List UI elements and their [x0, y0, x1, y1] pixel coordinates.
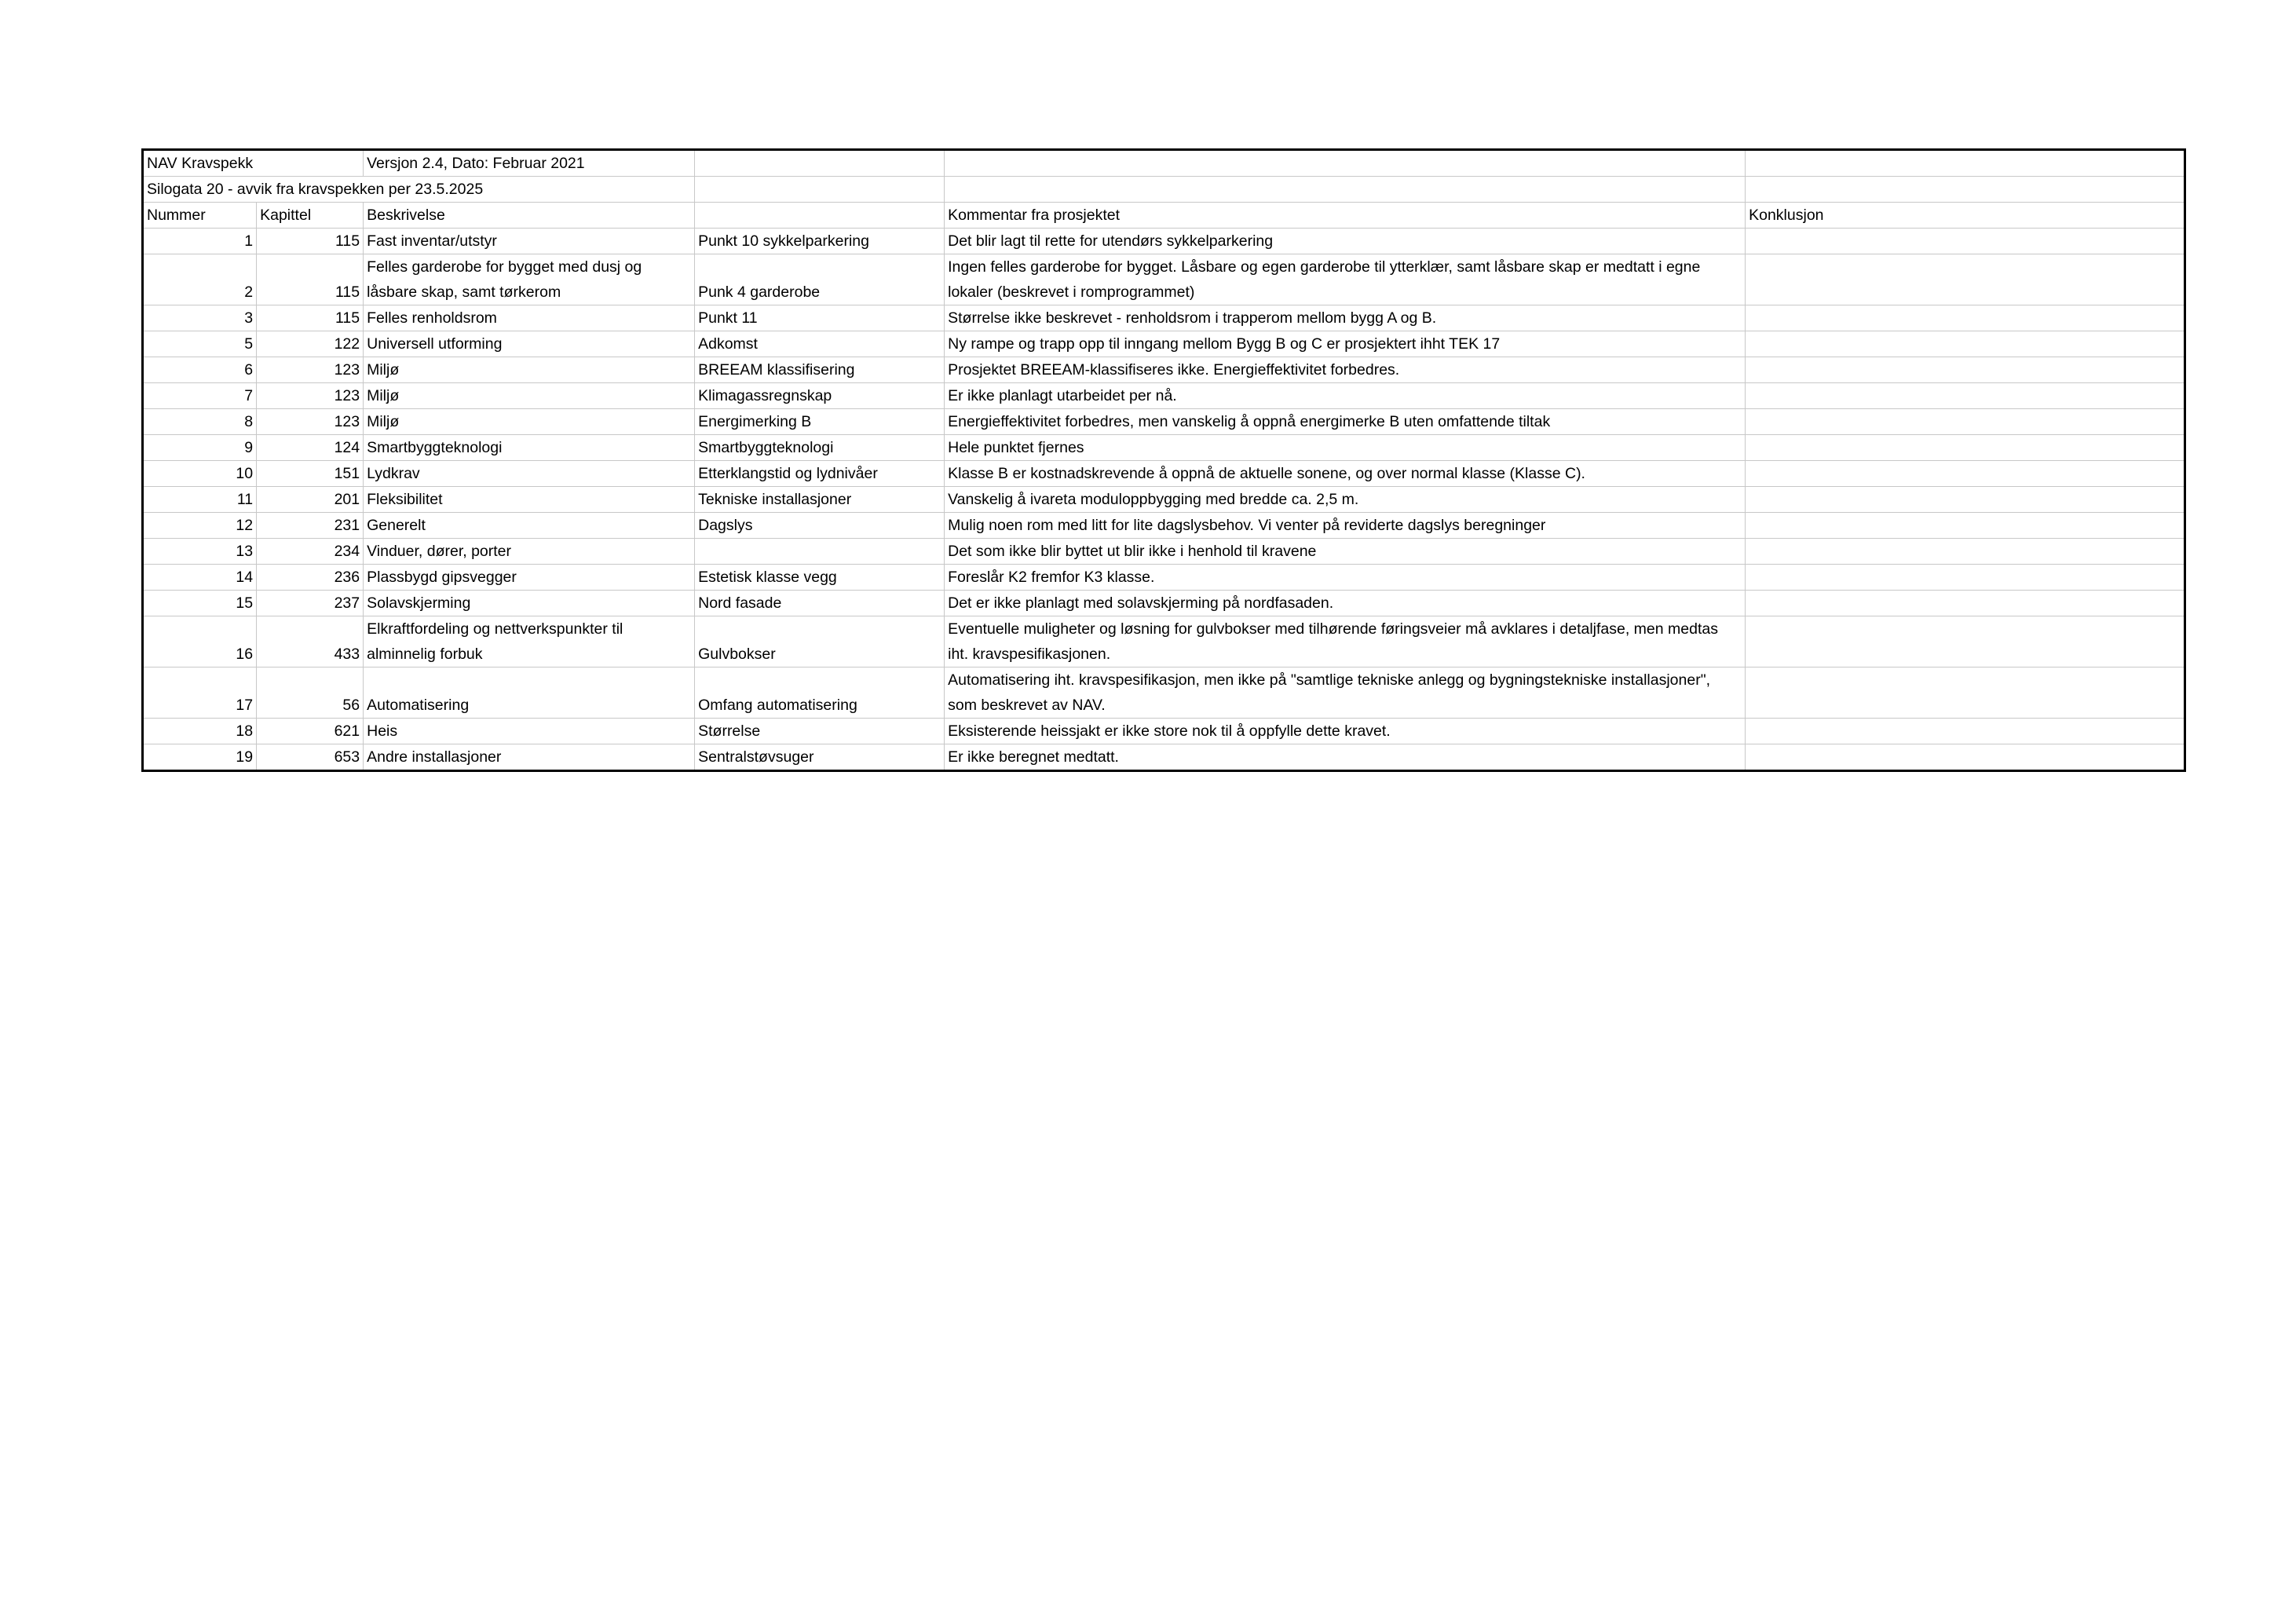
table-row [143, 461, 2185, 487]
cell-kommentar: Vanskelig å ivareta moduloppbygging med bredde ca. 2,5 m. [945, 487, 1746, 513]
cell-punkt [695, 539, 945, 565]
cell-nummer: 14 [143, 565, 257, 591]
cell-kapittel: 122 [257, 331, 364, 357]
column-header-nummer: Nummer [143, 203, 257, 229]
cell-nummer: 1 [143, 229, 257, 254]
cell-kapittel: 123 [257, 409, 364, 435]
cell-konklusjon [1746, 591, 2185, 616]
cell-konklusjon [1746, 435, 2185, 461]
cell-beskrivelse: Felles renholdsrom [364, 305, 695, 331]
cell-beskrivelse: Fleksibilitet [364, 487, 695, 513]
table-row [143, 331, 2185, 357]
table-row [143, 383, 2185, 409]
cell-punkt: Gulvbokser [695, 616, 945, 668]
cell-nummer: 5 [143, 331, 257, 357]
cell-kommentar: Det som ikke blir byttet ut blir ikke i henhold til kravene [945, 539, 1746, 565]
cell-kommentar: Klasse B er kostnadskrevende å oppnå de aktuelle sonene, og over normal klasse (Klasse C). [945, 461, 1746, 487]
table-row [143, 719, 2185, 744]
table-row [143, 565, 2185, 591]
cell-beskrivelse: Universell utforming [364, 331, 695, 357]
cell-beskrivelse: Miljø [364, 409, 695, 435]
cell-nummer: 15 [143, 591, 257, 616]
cell-beskrivelse: Generelt [364, 513, 695, 539]
cell-konklusjon [1746, 539, 2185, 565]
table-row [143, 487, 2185, 513]
cell-kapittel: 123 [257, 357, 364, 383]
cell-kommentar: Hele punktet fjernes [945, 435, 1746, 461]
cell-nummer: 12 [143, 513, 257, 539]
cell-beskrivelse: Felles garderobe for bygget med dusj og låsbare skap, samt tørkerom [364, 254, 695, 305]
cell-nummer: 9 [143, 435, 257, 461]
column-header-kapittel: Kapittel [257, 203, 364, 229]
cell-kapittel: 123 [257, 383, 364, 409]
cell-beskrivelse: Plassbygd gipsvegger [364, 565, 695, 591]
cell-kapittel: 56 [257, 668, 364, 719]
cell-nummer: 2 [143, 254, 257, 305]
column-header-konklusjon: Konklusjon [1746, 203, 2185, 229]
cell-beskrivelse: Andre installasjoner [364, 744, 695, 771]
title-filler [257, 150, 364, 177]
cell-kapittel: 621 [257, 719, 364, 744]
cell-nummer: 7 [143, 383, 257, 409]
cell-kommentar: Er ikke beregnet medtatt. [945, 744, 1746, 771]
empty-cell [1746, 177, 2185, 203]
cell-beskrivelse: Lydkrav [364, 461, 695, 487]
cell-kapittel: 236 [257, 565, 364, 591]
table-row [143, 513, 2185, 539]
cell-nummer: 17 [143, 668, 257, 719]
cell-punkt: Størrelse [695, 719, 945, 744]
cell-punkt: Klimagassregnskap [695, 383, 945, 409]
cell-kommentar: Ny rampe og trapp opp til inngang mellom Bygg B og C er prosjektert ihht TEK 17 [945, 331, 1746, 357]
cell-nummer: 13 [143, 539, 257, 565]
column-header-beskrivelse: Beskrivelse [364, 203, 695, 229]
cell-beskrivelse: Smartbyggteknologi [364, 435, 695, 461]
cell-kapittel: 231 [257, 513, 364, 539]
requirements-table [141, 148, 2186, 772]
cell-konklusjon [1746, 383, 2185, 409]
table-row [143, 357, 2185, 383]
cell-nummer: 6 [143, 357, 257, 383]
cell-kommentar: Prosjektet BREEAM-klassifiseres ikke. Energieffektivitet forbedres. [945, 357, 1746, 383]
cell-konklusjon [1746, 565, 2185, 591]
table-row [143, 229, 2185, 254]
table-row [143, 409, 2185, 435]
cell-kapittel: 653 [257, 744, 364, 771]
cell-konklusjon [1746, 409, 2185, 435]
cell-kommentar: Energieffektivitet forbedres, men vanskelig å oppnå energimerke B uten omfattende tiltak [945, 409, 1746, 435]
cell-konklusjon [1746, 254, 2185, 305]
cell-nummer: 3 [143, 305, 257, 331]
table-row [143, 591, 2185, 616]
cell-kommentar: Foreslår K2 fremfor K3 klasse. [945, 565, 1746, 591]
cell-konklusjon [1746, 357, 2185, 383]
cell-kapittel: 124 [257, 435, 364, 461]
cell-konklusjon [1746, 513, 2185, 539]
cell-kommentar: Er ikke planlagt utarbeidet per nå. [945, 383, 1746, 409]
table-row [143, 668, 2185, 719]
cell-konklusjon [1746, 461, 2185, 487]
cell-beskrivelse: Miljø [364, 357, 695, 383]
table-body [143, 150, 2185, 771]
column-header-kommentar: Kommentar fra prosjektet [945, 203, 1746, 229]
cell-kapittel: 433 [257, 616, 364, 668]
version-label: Versjon 2.4, Dato: Februar 2021 [364, 150, 695, 177]
cell-konklusjon [1746, 487, 2185, 513]
cell-punkt: BREEAM klassifisering [695, 357, 945, 383]
cell-beskrivelse: Heis [364, 719, 695, 744]
empty-cell [945, 150, 1746, 177]
cell-punkt: Omfang automatisering [695, 668, 945, 719]
cell-nummer: 16 [143, 616, 257, 668]
document-subtitle: Silogata 20 - avvik fra kravspekken per 23.5.2025 [143, 177, 695, 203]
table-row [143, 254, 2185, 305]
cell-kapittel: 115 [257, 229, 364, 254]
cell-kapittel: 237 [257, 591, 364, 616]
cell-beskrivelse: Miljø [364, 383, 695, 409]
cell-nummer: 8 [143, 409, 257, 435]
cell-konklusjon [1746, 616, 2185, 668]
cell-beskrivelse: Vinduer, dører, porter [364, 539, 695, 565]
cell-kommentar: Mulig noen rom med litt for lite dagslysbehov. Vi venter på reviderte dagslys beregninger [945, 513, 1746, 539]
cell-punkt: Sentralstøvsuger [695, 744, 945, 771]
cell-kommentar: Det blir lagt til rette for utendørs sykkelparkering [945, 229, 1746, 254]
cell-kapittel: 115 [257, 305, 364, 331]
empty-cell [945, 177, 1746, 203]
cell-kapittel: 115 [257, 254, 364, 305]
cell-punkt: Punk 4 garderobe [695, 254, 945, 305]
cell-punkt: Punkt 10 sykkelparkering [695, 229, 945, 254]
cell-kapittel: 151 [257, 461, 364, 487]
empty-cell [695, 150, 945, 177]
cell-konklusjon [1746, 331, 2185, 357]
cell-beskrivelse: Elkraftfordeling og nettverkspunkter til alminnelig forbuk [364, 616, 695, 668]
table-row [143, 435, 2185, 461]
table-row [143, 305, 2185, 331]
cell-konklusjon [1746, 668, 2185, 719]
cell-punkt: Energimerking B [695, 409, 945, 435]
empty-cell [695, 177, 945, 203]
cell-kapittel: 201 [257, 487, 364, 513]
cell-kommentar: Eventuelle muligheter og løsning for gulvbokser med tilhørende føringsveier må avklares i detaljfase, men medtas iht. kravspesifikasjonen. [945, 616, 1746, 668]
column-header-row [143, 203, 2185, 229]
cell-punkt: Etterklangstid og lydnivåer [695, 461, 945, 487]
cell-nummer: 18 [143, 719, 257, 744]
cell-punkt: Smartbyggteknologi [695, 435, 945, 461]
table-row [143, 539, 2185, 565]
cell-konklusjon [1746, 744, 2185, 771]
cell-nummer: 10 [143, 461, 257, 487]
cell-beskrivelse: Automatisering [364, 668, 695, 719]
column-header-punkt [695, 203, 945, 229]
cell-konklusjon [1746, 305, 2185, 331]
table-row [143, 616, 2185, 668]
cell-kommentar: Størrelse ikke beskrevet - renholdsrom i trapperom mellom bygg A og B. [945, 305, 1746, 331]
cell-kommentar: Automatisering iht. kravspesifikasjon, men ikke på "samtlige tekniske anlegg og bygningstekniske installasjoner", som beskrevet av NAV. [945, 668, 1746, 719]
cell-punkt: Adkomst [695, 331, 945, 357]
cell-nummer: 11 [143, 487, 257, 513]
cell-kommentar: Det er ikke planlagt med solavskjerming på nordfasaden. [945, 591, 1746, 616]
cell-beskrivelse: Solavskjerming [364, 591, 695, 616]
cell-punkt: Tekniske installasjoner [695, 487, 945, 513]
table-row [143, 744, 2185, 771]
cell-kapittel: 234 [257, 539, 364, 565]
cell-punkt: Estetisk klasse vegg [695, 565, 945, 591]
cell-konklusjon [1746, 719, 2185, 744]
document-title: NAV Kravspekk [143, 150, 257, 177]
cell-kommentar: Ingen felles garderobe for bygget. Låsbare og egen garderobe til ytterklær, samt låsbare skap er medtatt i egne lokaler (beskrevet i romprogrammet) [945, 254, 1746, 305]
cell-punkt: Dagslys [695, 513, 945, 539]
header-row-subtitle [143, 177, 2185, 203]
empty-cell [1746, 150, 2185, 177]
cell-punkt: Punkt 11 [695, 305, 945, 331]
cell-konklusjon [1746, 229, 2185, 254]
header-row-title [143, 150, 2185, 177]
cell-nummer: 19 [143, 744, 257, 771]
cell-punkt: Nord fasade [695, 591, 945, 616]
cell-beskrivelse: Fast inventar/utstyr [364, 229, 695, 254]
cell-kommentar: Eksisterende heissjakt er ikke store nok til å oppfylle dette kravet. [945, 719, 1746, 744]
